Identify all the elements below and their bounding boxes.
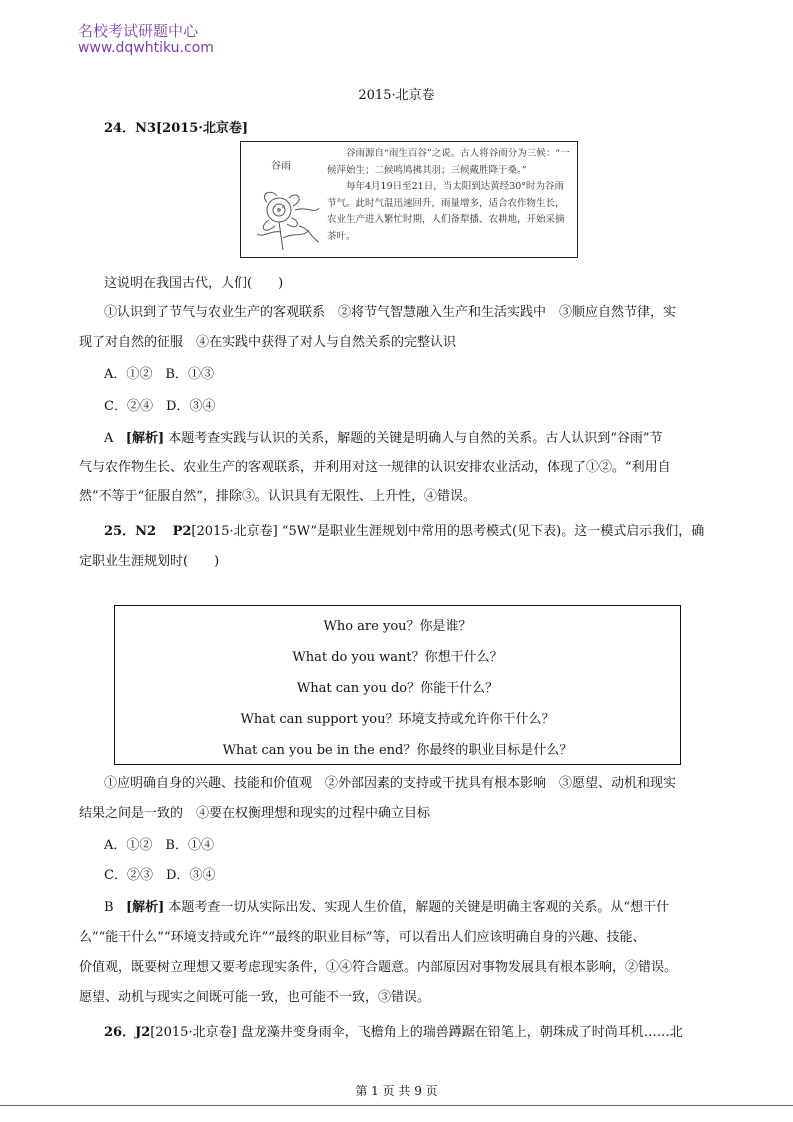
- q24-options-line-1: A．①② B．①③: [104, 367, 214, 382]
- site-url-link[interactable]: www.dqwhtiku.com: [78, 40, 214, 56]
- q25-analysis-line-1: [104, 896, 669, 915]
- q24-analysis-tag: [解析]: [125, 431, 165, 446]
- q25-number: 25．N2: [104, 524, 157, 539]
- five-w-row: What do you want？你想干什么？: [292, 650, 503, 665]
- illustration-para-1: 谷雨源自“雨生百谷”之说。古人将谷雨分为三候：“一候萍始生；二候鸣鸠拂其羽；三候戴胜降于桑。”: [327, 148, 570, 176]
- page-number: 第 1 页 共 9 页: [355, 1084, 438, 1098]
- q26-stem-text-1: [2015·北京卷] 盘龙藻井变身雨伞，飞檐角上的瑞兽蹲踞在铅笔上，朝珠成了时尚耳机……北: [150, 1025, 683, 1040]
- q25-analysis-tag: [解析]: [125, 900, 165, 915]
- illustration-title: 谷雨: [271, 161, 291, 172]
- q26-stem-line-1: [104, 1021, 683, 1040]
- q25-tag: P2: [172, 524, 192, 539]
- footer-divider: [0, 1105, 793, 1106]
- q25-options-line-1: A．①② B．①④: [104, 838, 214, 853]
- q25-analysis-text-1: 本题考查一切从实际出发、实现人生价值，解题的关键是明确主客观的关系。从“想干什: [168, 900, 670, 915]
- five-w-table: [114, 605, 681, 765]
- q25-statements-line-1: ①应明确自身的兴趣、技能和价值观 ②外部因素的支持或干扰具有根本影响 ③愿望、动机和现实: [104, 776, 677, 791]
- q24-statements-line-1: ①认识到了节气与农业生产的客观联系 ②将节气智慧融入生产和生活实践中 ③顺应自然节律，实: [104, 305, 677, 320]
- q24-statements-line-2: 现了对自然的征服 ④在实践中获得了对人与自然关系的完整认识: [79, 335, 457, 350]
- q25-analysis-line-4: 愿望、动机与现实之间既可能一致，也可能不一致，③错误。: [79, 990, 431, 1005]
- five-w-row: Who are you？你是谁？: [323, 619, 472, 634]
- site-name: 名校考试研题中心: [78, 22, 199, 40]
- section-title: 2015·北京卷: [358, 88, 435, 103]
- q26-number: 26．J2: [104, 1025, 151, 1040]
- q25-analysis-line-3: 价值观，既要树立理想又要考虑现实条件，①④符合题意。内部原因对事物发展具有根本影响，②错误。: [79, 960, 678, 975]
- q24-illustration: [240, 141, 578, 258]
- illustration-text: [327, 146, 573, 245]
- q25-stem-line-2: 定职业生涯规划时( ): [79, 554, 220, 569]
- peony-flower-icon: [249, 180, 321, 252]
- five-w-row: What can support you？环境支持或允许你干什么？: [240, 712, 555, 727]
- q24-analysis-line-2: 气与农作物生长、农业生产的客观联系，并利用对这一规律的认识安排农业活动，体现了①②。“利用自: [79, 460, 671, 475]
- q25-options-line-2: C．②③ D．③④: [104, 868, 216, 883]
- five-w-row: What can you be in the end？你最终的职业目标是什么？: [222, 743, 573, 758]
- q24-analysis-line-3: 然”不等于“征服自然”，排除③。认识具有无限性、上升性，④错误。: [79, 489, 476, 504]
- q25-stem-text-1: [2015·北京卷] “5W”是职业生涯规划中常用的思考模式(见下表)。这一模式启示我们，确: [191, 524, 705, 539]
- illustration-para-2: 每年4月19日至21日，当太阳到达黄经30°时为谷雨节气。此时气温迅速回升，雨量增多，适合农作物生长，农业生产进入繁忙时期，人们备犁播、农耕地，开始采摘茶叶。: [327, 181, 565, 242]
- q25-analysis-line-2: 么”“能干什么”“环境支持或允许”“最终的职业目标”等，可以看出人们应该明确自身的兴趣、技能、: [79, 930, 646, 945]
- q24-analysis-line-1: [104, 427, 663, 446]
- q25-statements-line-2: 结果之间是一致的 ④要在权衡理想和现实的过程中确立目标: [79, 806, 431, 821]
- q24-label: 24．N3[2015·北京卷]: [104, 121, 249, 136]
- q24-answer: A: [104, 431, 114, 446]
- q25-answer: B: [104, 900, 114, 915]
- q24-options-line-2: C．②④ D．③④: [104, 399, 216, 414]
- five-w-row: What can you do？你能干什么？: [296, 681, 499, 696]
- q24-analysis-text-1: 本题考查实践与认识的关系，解题的关键是明确人与自然的关系。古人认识到“谷雨”节: [168, 431, 663, 446]
- q24-stem: 这说明在我国古代，人们( ): [104, 276, 284, 291]
- q25-stem-line-1: [104, 520, 704, 539]
